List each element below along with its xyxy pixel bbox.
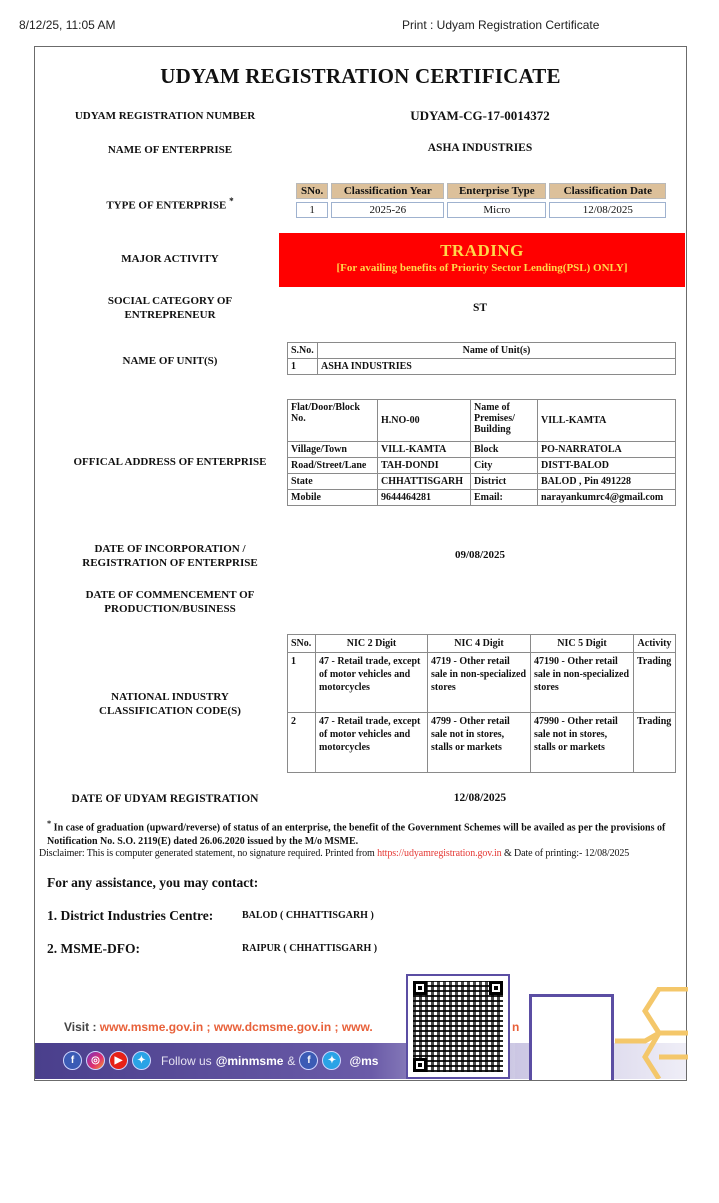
contact-dic-label: 1. District Industries Centre: bbox=[47, 908, 214, 923]
cell-premises-label: Name of Premises/ Building bbox=[471, 400, 538, 442]
cell-nic5: 47190 - Other retail sale in non-specialized stores bbox=[531, 653, 634, 713]
table-header-row bbox=[296, 183, 666, 199]
table-row bbox=[288, 653, 676, 713]
print-header bbox=[0, 18, 719, 38]
social-category-label-line2: ENTREPRENEUR bbox=[124, 309, 216, 321]
print-page-title: Print : Udyam Registration Certificate bbox=[402, 18, 600, 32]
disclaimer bbox=[39, 848, 689, 859]
cell-sno: 2 bbox=[288, 713, 316, 773]
footnote-mark: * bbox=[47, 819, 52, 828]
enterprise-type-label bbox=[45, 194, 295, 213]
instagram-icon[interactable]: ◎ bbox=[86, 1051, 105, 1070]
cell-road-value: TAH-DONDI bbox=[378, 458, 471, 474]
certificate-title: UDYAM REGISTRATION CERTIFICATE bbox=[160, 64, 561, 88]
table-row bbox=[288, 474, 676, 490]
table-row bbox=[288, 713, 676, 773]
social-follow bbox=[63, 1051, 378, 1070]
certificate bbox=[34, 46, 687, 1081]
disclaimer-prefix: Disclaimer: This is computer generated statement, no signature required. Printed from bbox=[39, 848, 378, 859]
table-row bbox=[288, 442, 676, 458]
major-activity-label: MAJOR ACTIVITY bbox=[121, 253, 219, 265]
cell-village-label: Village/Town bbox=[288, 442, 378, 458]
cell-mobile-value: 9644464281 bbox=[378, 490, 471, 506]
follow-us-text: Follow us bbox=[161, 1053, 212, 1068]
incorporation-date-value: 09/08/2025 bbox=[454, 549, 506, 561]
address-label: OFFICAL ADDRESS OF ENTERPRISE bbox=[73, 456, 267, 468]
table-header-row bbox=[288, 635, 676, 653]
nic-table bbox=[287, 634, 676, 773]
facebook-icon[interactable]: f bbox=[63, 1051, 82, 1070]
cell-block-label: Block bbox=[471, 442, 538, 458]
cell-state-value: CHHATTISGARH bbox=[378, 474, 471, 490]
cell-email-value: narayankumrc4@gmail.com bbox=[538, 490, 676, 506]
visit-tail bbox=[512, 1020, 519, 1034]
major-activity-value: TRADING bbox=[440, 241, 524, 260]
contact-msme-dfo-label: 2. MSME-DFO: bbox=[47, 941, 140, 956]
cell-city-label: City bbox=[471, 458, 538, 474]
cell-nic4: 4719 - Other retail sale in non-specialized stores bbox=[428, 653, 531, 713]
twitter-icon[interactable]: ✦ bbox=[132, 1051, 151, 1070]
contact-dic-value: BALOD ( CHHATTISGARH ) bbox=[242, 910, 374, 921]
incorporation-label-line2: REGISTRATION OF ENTERPRISE bbox=[82, 557, 258, 569]
cell-road-label: Road/Street/Lane bbox=[288, 458, 378, 474]
table-row bbox=[296, 202, 666, 218]
registration-number-label: UDYAM REGISTRATION NUMBER bbox=[74, 110, 256, 122]
cell-activity: Trading bbox=[634, 713, 676, 773]
cell-email-label: Email: bbox=[471, 490, 538, 506]
qr-finder bbox=[413, 981, 427, 995]
address-table bbox=[287, 399, 676, 506]
header-classification-year: Classification Year bbox=[331, 183, 444, 199]
header-sno: S.No. bbox=[288, 343, 318, 359]
cell-city-value: DISTT-BALOD bbox=[538, 458, 676, 474]
header-unit-name: Name of Unit(s) bbox=[318, 343, 676, 359]
social-category-value: ST bbox=[472, 302, 488, 314]
cell-activity: Trading bbox=[634, 653, 676, 713]
contact-msme-dfo bbox=[47, 940, 140, 958]
cell-nic4: 4799 - Other retail sale not in stores, stalls or markets bbox=[428, 713, 531, 773]
enterprise-type-label-text: TYPE OF ENTERPRISE bbox=[106, 199, 227, 212]
assistance-heading: For any assistance, you may contact: bbox=[47, 875, 259, 890]
incorporation-date-label bbox=[45, 542, 295, 570]
commencement-label-line2: PRODUCTION/BUSINESS bbox=[104, 603, 236, 615]
cell-flat-value: H.NO-00 bbox=[378, 400, 471, 442]
contact-msme-dfo-value: RAIPUR ( CHHATTISGARH ) bbox=[242, 943, 378, 954]
facebook-icon[interactable]: f bbox=[299, 1051, 318, 1070]
enterprise-name-label: NAME OF ENTERPRISE bbox=[107, 144, 233, 156]
social-category-label-line1: SOCIAL CATEGORY OF bbox=[107, 295, 233, 307]
nic-label-line2: CLASSIFICATION CODE(S) bbox=[99, 705, 241, 717]
qr-finder bbox=[489, 981, 503, 995]
ampersand: & bbox=[287, 1053, 296, 1068]
qr-finder bbox=[413, 1058, 427, 1072]
qr-code bbox=[406, 974, 510, 1079]
visit-prefix: Visit : bbox=[64, 1020, 100, 1034]
cell-unit-name: ASHA INDUSTRIES bbox=[318, 359, 676, 375]
graduation-footnote bbox=[47, 817, 677, 849]
cell-premises-value: VILL-KAMTA bbox=[538, 400, 676, 442]
youtube-icon[interactable]: ▶ bbox=[109, 1051, 128, 1070]
visit-links bbox=[64, 1020, 373, 1034]
udyam-date-label: DATE OF UDYAM REGISTRATION bbox=[71, 793, 259, 805]
cell-block-value: PO-NARRATOLA bbox=[538, 442, 676, 458]
cell-flat-label: Flat/Door/Block No. bbox=[288, 400, 378, 442]
cell-nic2: 47 - Retail trade, except of motor vehicles and motorcycles bbox=[316, 653, 428, 713]
udyam-portal-link[interactable]: https://udyamregistration.gov.in bbox=[377, 848, 502, 859]
cell-district-value: BALOD , Pin 491228 bbox=[538, 474, 676, 490]
qr-pattern bbox=[413, 981, 503, 1072]
twitter-icon[interactable]: ✦ bbox=[322, 1051, 341, 1070]
footnote-text: In case of graduation (upward/reverse) of status of an enterprise, the benefit of the Government Schemes will be availed as per the provisions of Notification No. S.O. 2119(E) dated 26.06.2020 issued by the M/o MSME. bbox=[47, 822, 666, 848]
header-sno: SNo. bbox=[296, 183, 328, 199]
table-row bbox=[288, 359, 676, 375]
table-row bbox=[288, 458, 676, 474]
print-timestamp: 8/12/25, 11:05 AM bbox=[19, 18, 116, 32]
visit-url-tail: n bbox=[512, 1020, 520, 1034]
table-row bbox=[288, 400, 676, 442]
asterisk-mark: * bbox=[229, 196, 234, 206]
header-nic2: NIC 2 Digit bbox=[316, 635, 428, 653]
udyam-date-value: 12/08/2025 bbox=[453, 792, 507, 804]
unit-names-table bbox=[287, 342, 676, 375]
disclaimer-suffix: & Date of printing:- 12/08/2025 bbox=[501, 848, 630, 859]
cell-sno: 1 bbox=[288, 653, 316, 713]
header-nic4: NIC 4 Digit bbox=[428, 635, 531, 653]
handle-minmsme[interactable]: @minmsme bbox=[215, 1053, 284, 1068]
header-enterprise-type: Enterprise Type bbox=[447, 183, 546, 199]
cell-sno: 1 bbox=[296, 202, 328, 218]
major-activity-banner bbox=[279, 233, 685, 287]
header-classification-date: Classification Date bbox=[549, 183, 666, 199]
commencement-label-line1: DATE OF COMMENCEMENT OF bbox=[85, 589, 255, 601]
unit-names-label: NAME OF UNIT(S) bbox=[122, 355, 218, 367]
header-nic5: NIC 5 Digit bbox=[531, 635, 634, 653]
cell-sno: 1 bbox=[288, 359, 318, 375]
cell-enterprise-type: Micro bbox=[447, 202, 546, 218]
photo-frame bbox=[529, 994, 614, 1080]
commencement-date-label bbox=[45, 588, 295, 616]
cell-classification-date: 12/08/2025 bbox=[549, 202, 666, 218]
nic-label-line1: NATIONAL INDUSTRY bbox=[111, 691, 229, 703]
header-activity: Activity bbox=[634, 635, 676, 653]
header-sno: SNo. bbox=[288, 635, 316, 653]
visit-urls[interactable]: www.msme.gov.in ; www.dcmsme.gov.in ; www. bbox=[99, 1020, 373, 1034]
registration-number-value: UDYAM-CG-17-0014372 bbox=[410, 108, 550, 123]
enterprise-name-value: ASHA INDUSTRIES bbox=[427, 142, 533, 154]
nic-label bbox=[45, 690, 295, 718]
cell-district-label: District bbox=[471, 474, 538, 490]
table-row bbox=[288, 490, 676, 506]
social-category-label bbox=[45, 294, 295, 322]
handle-ms[interactable]: @ms bbox=[349, 1053, 379, 1068]
contact-dic bbox=[47, 907, 213, 925]
enterprise-type-table bbox=[293, 180, 669, 221]
cell-state-label: State bbox=[288, 474, 378, 490]
cell-nic5: 47990 - Other retail sale not in stores, stalls or markets bbox=[531, 713, 634, 773]
cell-mobile-label: Mobile bbox=[288, 490, 378, 506]
hexagon-decoration bbox=[615, 987, 688, 1079]
incorporation-label-line1: DATE OF INCORPORATION / bbox=[94, 543, 246, 555]
cell-classification-year: 2025-26 bbox=[331, 202, 444, 218]
table-header-row bbox=[288, 343, 676, 359]
cell-village-value: VILL-KAMTA bbox=[378, 442, 471, 458]
cell-nic2: 47 - Retail trade, except of motor vehicles and motorcycles bbox=[316, 713, 428, 773]
major-activity-note: [For availing benefits of Priority Sector Lending(PSL) ONLY] bbox=[336, 262, 628, 274]
